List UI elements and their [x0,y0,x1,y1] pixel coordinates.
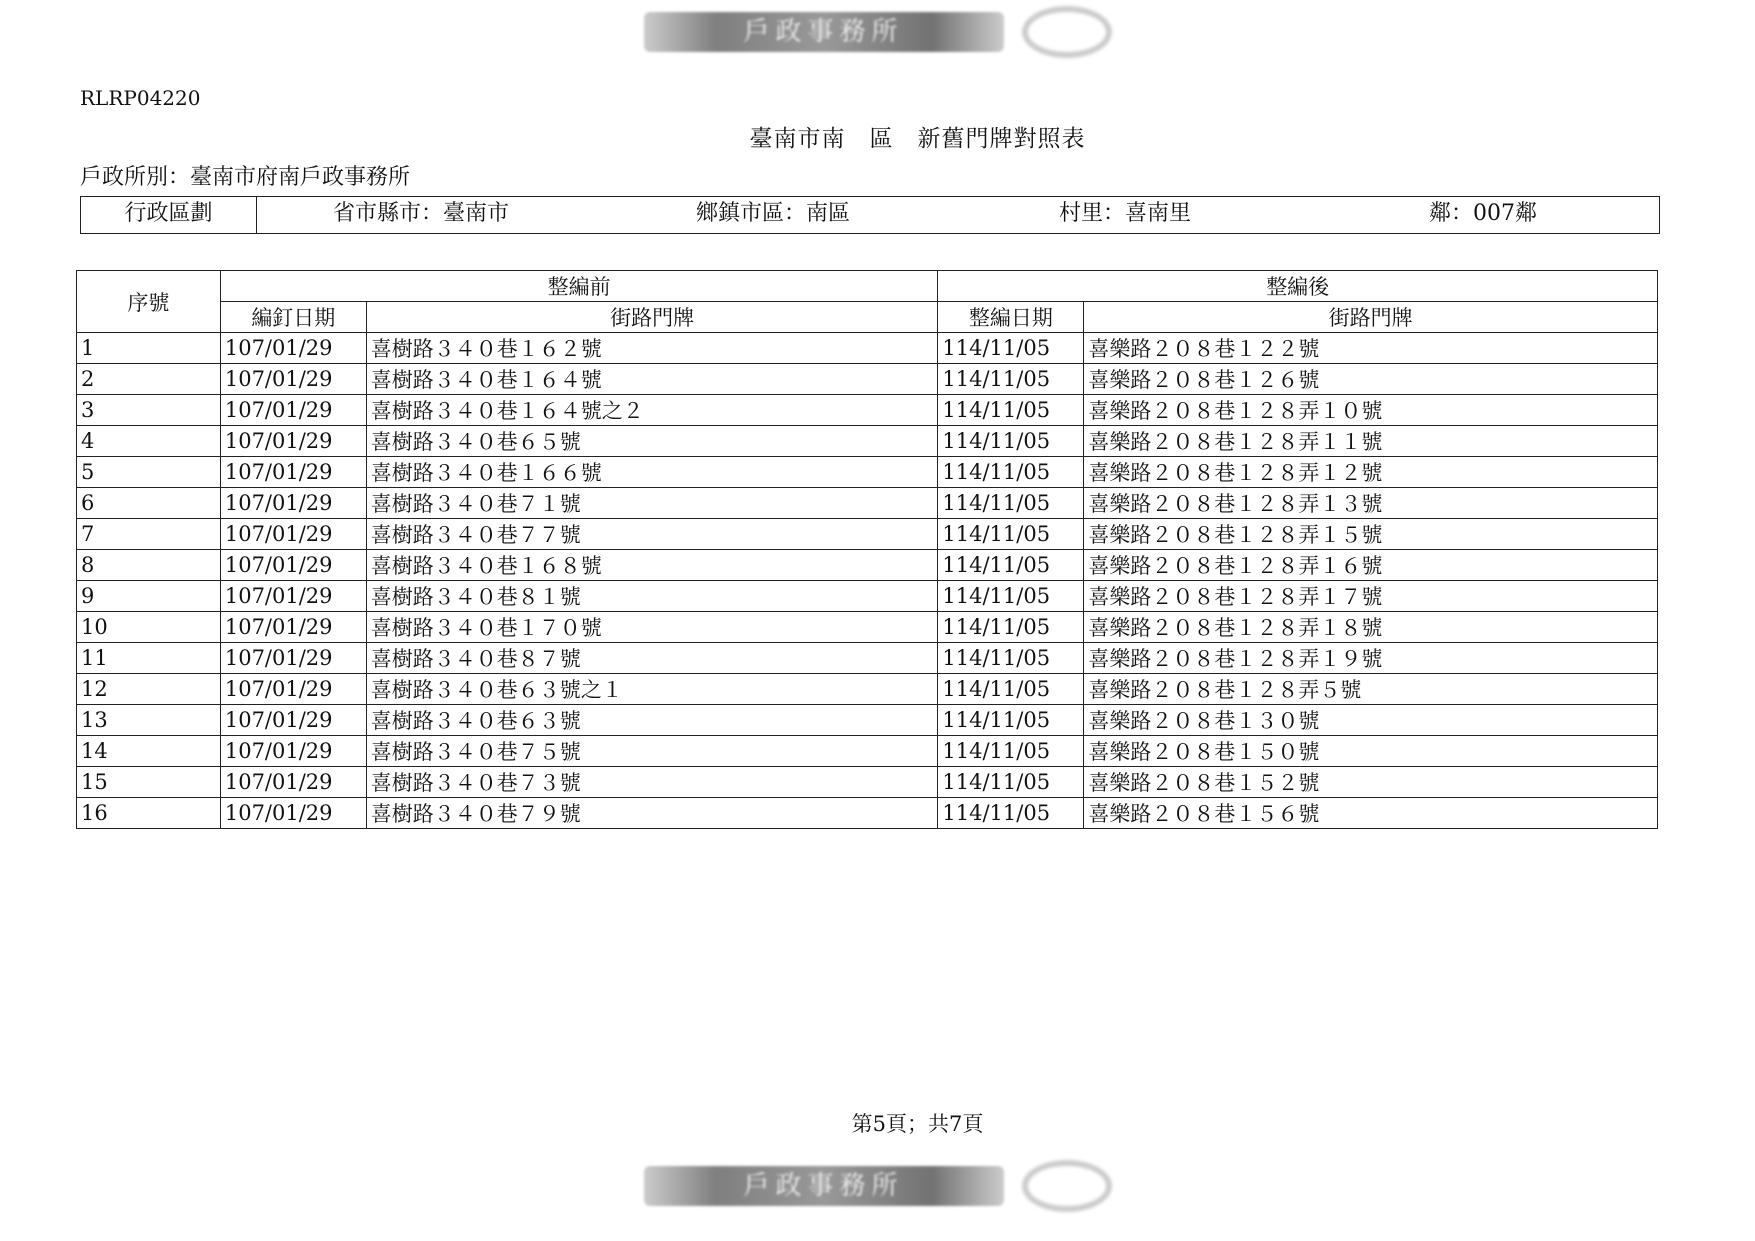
row-seq: 14 [77,736,221,767]
row-date-before: 107/01/29 [220,519,366,550]
row-date-before: 107/01/29 [220,612,366,643]
office-label: 戶政所別：臺南市府南戶政事務所 [80,165,411,190]
table-row [77,767,1658,798]
row-seq: 10 [77,612,221,643]
table-row [77,457,1658,488]
row-address-after: 喜樂路２０８巷１２６號 [1084,364,1658,395]
row-date-after: 114/11/05 [938,767,1084,798]
row-date-after: 114/11/05 [938,705,1084,736]
table-row [77,581,1658,612]
table-row [77,674,1658,705]
page-number: 第5頁；共7頁 [851,1112,984,1136]
row-seq: 5 [77,457,221,488]
table-row [77,612,1658,643]
stamp-bottom-text: 戶政事務所 [644,1166,1004,1206]
county-field: 省市縣市：臺南市 [333,201,510,226]
row-address-before: 喜樹路３４０巷６３號之１ [366,674,938,705]
header-before: 整編前 [220,271,938,302]
row-seq: 8 [77,550,221,581]
row-date-after: 114/11/05 [938,519,1084,550]
row-seq: 16 [77,798,221,829]
row-address-after: 喜樂路２０８巷１５６號 [1084,798,1658,829]
row-address-after: 喜樂路２０８巷１５２號 [1084,767,1658,798]
row-date-after: 114/11/05 [938,798,1084,829]
header-nail-date: 編釘日期 [220,302,366,333]
row-date-after: 114/11/05 [938,674,1084,705]
row-address-after: 喜樂路２０８巷１２８弄１７號 [1084,581,1658,612]
table-row [77,488,1658,519]
row-address-before: 喜樹路３４０巷１６４號之２ [366,395,938,426]
row-address-before: 喜樹路３４０巷７３號 [366,767,938,798]
row-date-before: 107/01/29 [220,705,366,736]
row-address-after: 喜樂路２０８巷１２８弄１９號 [1084,643,1658,674]
address-table [76,270,1658,829]
row-seq: 4 [77,426,221,457]
row-date-after: 114/11/05 [938,643,1084,674]
table-row [77,550,1658,581]
row-date-before: 107/01/29 [220,767,366,798]
row-address-before: 喜樹路３４０巷１６６號 [366,457,938,488]
row-date-before: 107/01/29 [220,550,366,581]
row-date-before: 107/01/29 [220,736,366,767]
row-address-before: 喜樹路３４０巷７７號 [366,519,938,550]
stamp-top [644,6,1112,58]
table-row [77,395,1658,426]
header-reorg-date: 整編日期 [938,302,1084,333]
row-address-after: 喜樂路２０８巷１２８弄１８號 [1084,612,1658,643]
row-address-after: 喜樂路２０８巷１２８弄１３號 [1084,488,1658,519]
row-address-after: 喜樂路２０８巷１２８弄１６號 [1084,550,1658,581]
row-date-after: 114/11/05 [938,550,1084,581]
row-date-after: 114/11/05 [938,395,1084,426]
page-title: 臺南市南 區 新舊門牌對照表 [749,126,1086,152]
table-row [77,364,1658,395]
row-address-before: 喜樹路３４０巷６５號 [366,426,938,457]
row-address-before: 喜樹路３４０巷８７號 [366,643,938,674]
row-address-after: 喜樂路２０８巷１２８弄５號 [1084,674,1658,705]
row-address-before: 喜樹路３４０巷１６２號 [366,333,938,364]
table-row [77,705,1658,736]
report-code: RLRP04220 [80,86,201,110]
table-row [77,426,1658,457]
row-seq: 7 [77,519,221,550]
row-date-before: 107/01/29 [220,364,366,395]
row-seq: 12 [77,674,221,705]
admin-region-box [80,196,1660,234]
row-date-after: 114/11/05 [938,457,1084,488]
row-date-after: 114/11/05 [938,736,1084,767]
table-row [77,736,1658,767]
row-address-after: 喜樂路２０８巷１２８弄１１號 [1084,426,1658,457]
row-date-before: 107/01/29 [220,798,366,829]
row-seq: 13 [77,705,221,736]
row-address-before: 喜樹路３４０巷７５號 [366,736,938,767]
header-seq: 序號 [77,271,221,333]
row-date-after: 114/11/05 [938,581,1084,612]
village-field: 村里：喜南里 [1059,201,1192,226]
header-address-before: 街路門牌 [366,302,938,333]
row-date-before: 107/01/29 [220,488,366,519]
header-after: 整編後 [938,271,1658,302]
row-date-before: 107/01/29 [220,426,366,457]
row-seq: 3 [77,395,221,426]
row-date-before: 107/01/29 [220,674,366,705]
table-row [77,643,1658,674]
admin-region-label: 行政區劃 [81,197,257,233]
row-seq: 6 [77,488,221,519]
row-seq: 9 [77,581,221,612]
row-address-before: 喜樹路３４０巷１７０號 [366,612,938,643]
row-address-after: 喜樂路２０８巷１２２號 [1084,333,1658,364]
row-address-after: 喜樂路２０８巷１２８弄１２號 [1084,457,1658,488]
stamp-top-text: 戶政事務所 [644,12,1004,52]
row-address-before: 喜樹路３４０巷６３號 [366,705,938,736]
seal-icon [1022,6,1112,58]
row-address-after: 喜樂路２０８巷１２８弄１０號 [1084,395,1658,426]
neighborhood-field: 鄰：007鄰 [1429,201,1537,226]
district-field: 鄉鎮市區：南區 [696,201,851,226]
row-date-before: 107/01/29 [220,643,366,674]
row-date-before: 107/01/29 [220,457,366,488]
stamp-bottom [644,1160,1112,1212]
row-seq: 11 [77,643,221,674]
row-address-before: 喜樹路３４０巷７１號 [366,488,938,519]
header-address-after: 街路門牌 [1084,302,1658,333]
row-address-before: 喜樹路３４０巷７９號 [366,798,938,829]
row-seq: 15 [77,767,221,798]
row-date-before: 107/01/29 [220,581,366,612]
table-row [77,798,1658,829]
row-date-before: 107/01/29 [220,333,366,364]
row-date-after: 114/11/05 [938,333,1084,364]
row-address-before: 喜樹路３４０巷８１號 [366,581,938,612]
seal-icon [1022,1160,1112,1212]
row-seq: 2 [77,364,221,395]
row-address-before: 喜樹路３４０巷１６４號 [366,364,938,395]
row-date-after: 114/11/05 [938,488,1084,519]
row-date-before: 107/01/29 [220,395,366,426]
row-address-after: 喜樂路２０８巷１３０號 [1084,705,1658,736]
row-seq: 1 [77,333,221,364]
row-date-after: 114/11/05 [938,426,1084,457]
row-address-before: 喜樹路３４０巷１６８號 [366,550,938,581]
row-address-after: 喜樂路２０８巷１５０號 [1084,736,1658,767]
row-date-after: 114/11/05 [938,364,1084,395]
row-date-after: 114/11/05 [938,612,1084,643]
row-address-after: 喜樂路２０８巷１２８弄１５號 [1084,519,1658,550]
table-row [77,333,1658,364]
table-row [77,519,1658,550]
